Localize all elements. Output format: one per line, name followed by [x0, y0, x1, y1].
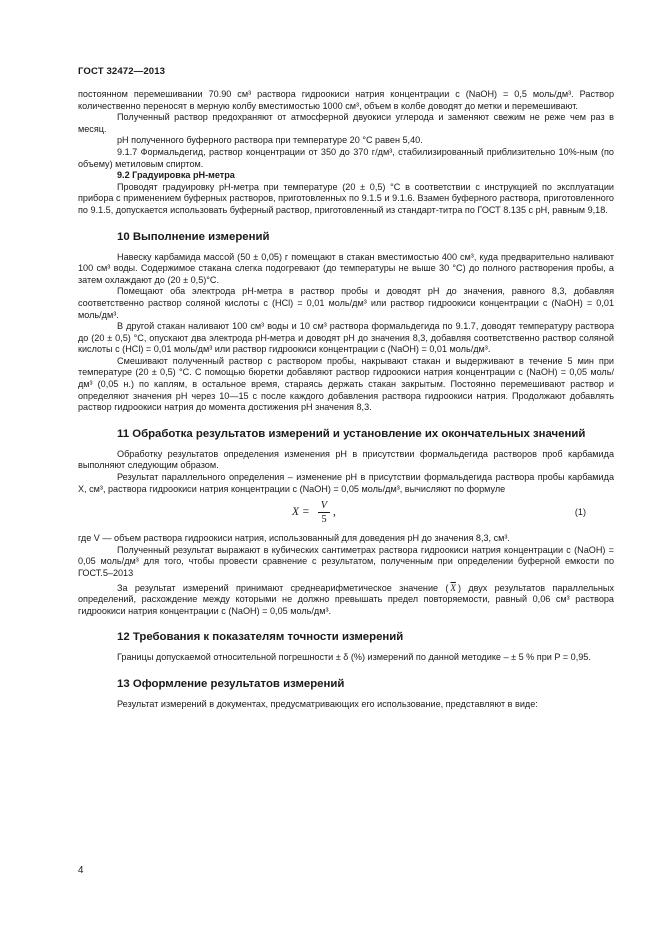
- formula-lhs: X =: [292, 506, 310, 519]
- paragraph: 9.1.7 Формальдегид, раствор концентрации от 350 до 370 г/дм³, стабилизированный приблизительно 10%-ным (по объему) метиловым спиртом.: [78, 146, 614, 169]
- formula-number: (1): [574, 507, 586, 518]
- paragraph: Проводят градуировку pH-метра при температуре (20 ± 0,5) °C в соответствии с инструкцией по эксплуатации прибора с применением буферных растворов, приготовленных по 9.1.5 и 9.1.6. Взамен буферного раствора, приготовленного по 9.1.5, допускается использовать буферный раствор, приготовленный из стандарт-титра по ГОСТ 8.135 с pH, равным 9,18.: [78, 181, 614, 215]
- page-number: 4: [78, 865, 84, 876]
- formula-denominator: 5: [321, 514, 327, 526]
- paragraph: Помещают оба электрода pH-метра в раствор пробы и доводят pH до значения, равного 8,3, добавляя соответственно раствор соляной кислоты с (HCl) = 0,01 моль/дм³ или раствор гидроокиси концентрации с (NaOH) = 0,01 моль/дм³.: [78, 286, 614, 320]
- section-heading-10: 10 Выполнение измерений: [117, 230, 270, 243]
- result-lead: За результат измерений принимают среднеарифметическое значение (: [117, 582, 449, 593]
- formula-comma: ,: [333, 506, 336, 519]
- formula-1: [78, 499, 614, 529]
- mean-symbol: $\overline{X}$: [450, 582, 456, 593]
- paragraph: Полученный результат выражают в кубических сантиметрах раствора гидроокиси натрия концентрации с (NaOH) = 0,05 моль/дм³ для того, чтобы провести сравнение с результатом, полученным при определении буферной емкости по ГОСТ.5–2013: [78, 544, 614, 578]
- paragraph: где V — объем раствора гидроокиси натрия, использованный для доведения pH до значения 8,3, см³.: [78, 533, 510, 544]
- formula-numerator: V: [318, 499, 330, 513]
- result-body: двух результатов параллельных определений, расхождение между которыми не должно превышать предел повторяемости, равный 0,06 см³ раствора гидроокиси натрия концентрации с (NaOH) = 0,05 моль/дм³.: [78, 582, 615, 616]
- subsection-heading: 9.2 Градуировка pH-метра: [117, 170, 235, 181]
- document-header: ГОСТ 32472—2013: [78, 66, 166, 77]
- paragraph: Навеску карбамида массой (50 ± 0,05) г помещают в стакан вместимостью 400 см³, куда предварительно наливают 100 см³ воды. Содержимое стакана слегка подогревают (до температуры не выше 30 °C) до полного растворения пробы, а затем охлаждают до (20 ± 0,5)°C.: [78, 251, 614, 285]
- paragraph-result: [78, 583, 614, 618]
- section-heading-11: 11 Обработка результатов измерений и установление их окончательных значений: [117, 427, 586, 440]
- paragraph: Полученный раствор предохраняют от атмосферной двуокиси углерода и заменяют свежим не реже чем раз в месяц.: [78, 112, 614, 134]
- paragraph: Результат параллельного определения – изменение pH в присутствии формальдегида раствора пробы карбамида X, см³, раствора гидроокиси натрия концентрации с (NaOH) = 0,05 моль/дм³, вычисляют по формуле: [78, 472, 614, 494]
- paragraph: pH полученного буферного раствора при температуре 20 °C равен 5,40.: [117, 135, 423, 146]
- document-body: [78, 89, 614, 711]
- paragraph: В другой стакан наливают 100 см³ воды и 10 см³ раствора формальдегида по 9.1.7, доводят температуру раствора до (20 ± 0,5) °C, опускают два электрода pH-метра и доводят pH до значения 8,3, добавляя соответственно раствор соляной кислоты с (HCl) = 0,01 моль/дм³ или раствор гидроокиси концентрации с (NaOH) = 0,01 моль/дм³.: [78, 321, 614, 355]
- result-close: ): [457, 582, 461, 593]
- paragraph: Результат измерений в документах, предусматривающих его использование, представляют в виде:: [117, 698, 538, 709]
- paragraph: Смешивают полученный раствор с раствором пробы, накрывают стакан и выдерживают в течение 5 мин при температуре (20 ± 0,5) °C. С помощью бюретки добавляют раствор гидроокиси натрия концентрации с (NaOH) = 0,05 моль/дм³ (0,05 н.) по каплям, в остальное время, стараясь держать стакан закрытым. Постоянно перемешивают раствор и определяют значения pH через 10—15 с после каждого добавления раствора гидроокиси натрия. Продолжают добавлять раствор гидроокиси натрия до момента достижения pH значения 8,3.: [78, 355, 614, 413]
- paragraph: Границы допускаемой относительной погрешности ± δ (%) измерений по данной методике – ± 5 % при P = 0,95.: [117, 652, 591, 663]
- formula-fraction: [318, 499, 330, 526]
- section-heading-12: 12 Требования к показателям точности измерений: [117, 631, 404, 644]
- paragraph: постоянном перемешивании 70.90 см³ раствора гидроокиси натрия концентрации с (NaOH) = 0,5 моль/дм³. Раствор количественно переносят в мерную колбу вместимостью 1000 см³, объем в колбе доводят до метки и перемешивают.: [78, 89, 614, 111]
- paragraph: Обработку результатов определения изменения pH в присутствии формальдегида растворов проб карбамида выполняют следующим образом.: [78, 448, 614, 471]
- section-heading-13: 13 Оформление результатов измерений: [117, 677, 345, 690]
